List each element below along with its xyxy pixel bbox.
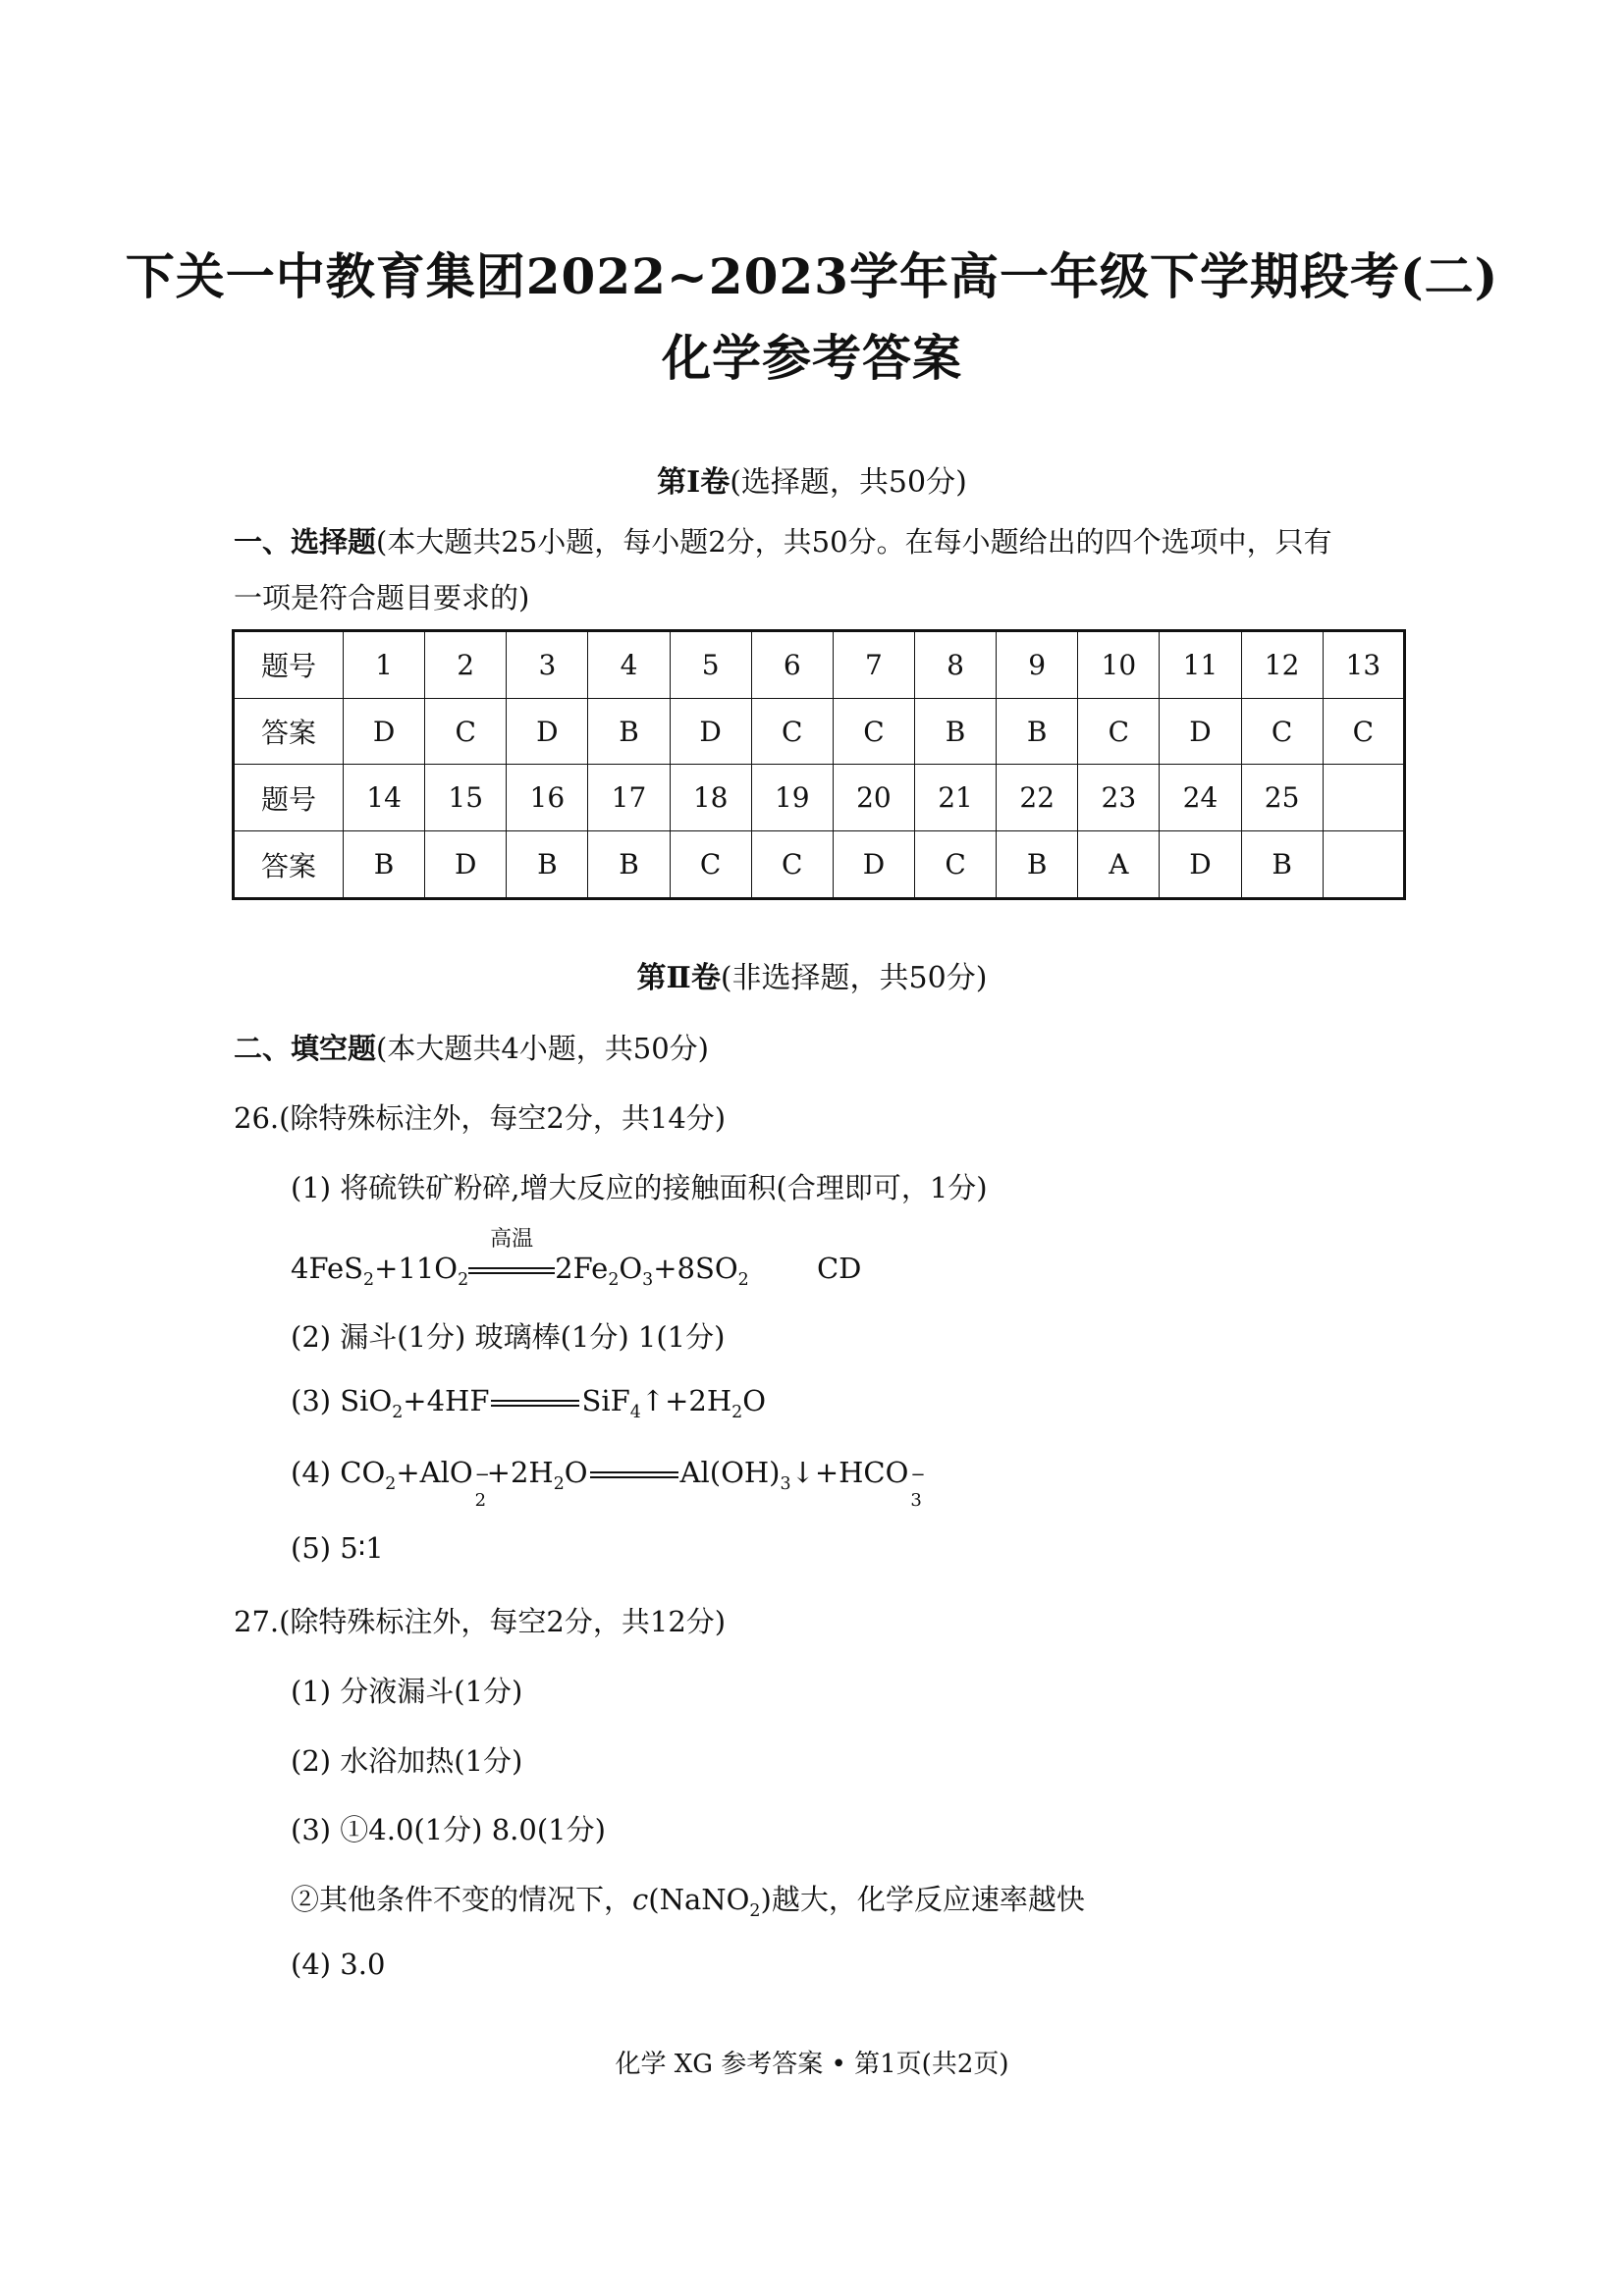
table-cell: 12: [1241, 631, 1323, 699]
table-cell: B: [344, 831, 425, 899]
part1-instructions-line1: [234, 520, 1332, 561]
table-cell: 20: [833, 765, 914, 831]
condition-arrow: [468, 1227, 555, 1285]
table-cell: 8: [914, 631, 996, 699]
part2-heading-rest: (非选择题，共50分): [720, 961, 988, 995]
condition-label: 高温: [490, 1227, 534, 1252]
q26-answer-1: (1) 将硫铁矿粉碎,增大反应的接触面积(合理即可，1分): [291, 1171, 988, 1204]
part1-heading: [0, 457, 1624, 501]
table-cell: C: [833, 698, 914, 765]
part2-heading-bold: 第Ⅱ卷: [636, 961, 721, 995]
table-cell: 19: [751, 765, 833, 831]
part1-instructions-line2: 一项是符合题目要求的): [234, 581, 530, 614]
row-label: 题号: [234, 631, 344, 699]
table-cell: 6: [751, 631, 833, 699]
table-cell: 16: [507, 765, 588, 831]
q26-heading: 26.(除特殊标注外，每空2分，共14分): [234, 1101, 727, 1135]
table-cell: C: [670, 831, 751, 899]
table-cell: B: [507, 831, 588, 899]
table-cell: 24: [1160, 765, 1241, 831]
q26-answer-4-prefix: (4): [291, 1456, 341, 1489]
table-cell: B: [997, 831, 1078, 899]
table-cell: [1323, 831, 1404, 899]
row-label: 答案: [234, 698, 344, 765]
table-cell: 21: [914, 765, 996, 831]
table-cell: 23: [1078, 765, 1160, 831]
q27-answer-3b-b: 越大，化学反应速率越快: [771, 1883, 1085, 1916]
table-cell: C: [1078, 698, 1160, 765]
q26-answer-4: (4) $CO_2+AlO$ − 2 $+2H_2O$ $Al(OH)_3↓+HCO$ − 3: [291, 1456, 926, 1511]
table-cell: 5: [670, 631, 751, 699]
page-title-line2: 化学参考答案: [662, 329, 962, 387]
table-cell: 3: [507, 631, 588, 699]
page-title-line1: 下关一中教育集团2022~2023学年高一年级下学期段考(二): [125, 247, 1499, 305]
table-cell: B: [997, 698, 1078, 765]
q26-answer-5: (5) 5∶1: [291, 1531, 384, 1565]
table-cell: D: [670, 698, 751, 765]
table-cell: B: [588, 831, 670, 899]
table-cell: 22: [997, 765, 1078, 831]
q26-answer-2: (2) 漏斗(1分) 玻璃棒(1分) 1(1分): [291, 1320, 726, 1354]
table-cell: 13: [1323, 631, 1404, 699]
part2-heading: [0, 953, 1624, 996]
table-cell: 2: [425, 631, 507, 699]
part2-instructions-lead: 二、填空题: [234, 1032, 377, 1065]
table-cell: 4: [588, 631, 670, 699]
table-cell: C: [1323, 698, 1404, 765]
eq1-left: 4FeS: [291, 1252, 364, 1285]
table-cell: C: [751, 831, 833, 899]
table-cell: A: [1078, 831, 1160, 899]
table-row-numbers-1: [234, 631, 1405, 699]
q26-answer-3: (3) SiO$_2$+4HF $SiF_4↑+2H_2O$: [291, 1384, 767, 1422]
table-cell: D: [425, 831, 507, 899]
row-label: 答案: [234, 831, 344, 899]
table-cell: C: [914, 831, 996, 899]
q27-answer-2: (2) 水浴加热(1分): [291, 1744, 523, 1778]
table-cell: C: [751, 698, 833, 765]
table-cell: B: [1241, 831, 1323, 899]
table-cell: 25: [1241, 765, 1323, 831]
table-cell: 1: [344, 631, 425, 699]
answer-table: [232, 629, 1406, 900]
q27-answer-3: (3) ①4.0(1分) 8.0(1分): [291, 1813, 606, 1846]
table-cell: C: [1241, 698, 1323, 765]
table-row-answers-1: [234, 698, 1405, 765]
table-cell: 18: [670, 765, 751, 831]
table-cell: B: [588, 698, 670, 765]
table-cell: 11: [1160, 631, 1241, 699]
row-label: 题号: [234, 765, 344, 831]
table-cell: D: [344, 698, 425, 765]
q27-answer-1: (1) 分液漏斗(1分): [291, 1675, 523, 1708]
q27-answer-4: (4) 3.0: [291, 1948, 386, 1981]
table-cell: [1323, 765, 1404, 831]
part2-instructions: [234, 1027, 709, 1067]
table-cell: D: [1160, 698, 1241, 765]
page-footer: 化学 XG 参考答案 • 第1页(共2页): [615, 2050, 1009, 2079]
part1-instructions-text: (本大题共25小题，每小题2分，共50分。在每小题给出的四个选项中，只有: [376, 525, 1332, 559]
table-cell: D: [1160, 831, 1241, 899]
table-cell: 7: [833, 631, 914, 699]
q27-answer-3b-a: ②其他条件不变的情况下，: [291, 1883, 633, 1916]
q27-answer-3b: ②其他条件不变的情况下，c(NaNO$_2$)越大，化学反应速率越快: [291, 1883, 1085, 1921]
table-row-numbers-2: [234, 765, 1405, 831]
part2-instructions-text: (本大题共4小题，共50分): [376, 1032, 709, 1065]
table-cell: 17: [588, 765, 670, 831]
table-cell: C: [425, 698, 507, 765]
part1-heading-rest: (选择题，共50分): [730, 465, 967, 500]
table-cell: D: [833, 831, 914, 899]
table-cell: 9: [997, 631, 1078, 699]
table-cell: 15: [425, 765, 507, 831]
q26-equation-1: $4FeS_2+11O_2$ 高温 $2Fe_2O_3+8SO_2$ CD: [291, 1252, 861, 1290]
table-row-answers-2: [234, 831, 1405, 899]
q27-heading: 27.(除特殊标注外，每空2分，共12分): [234, 1605, 727, 1638]
table-cell: B: [914, 698, 996, 765]
part1-instructions-lead: 一、选择题: [234, 525, 377, 559]
table-cell: 10: [1078, 631, 1160, 699]
part1-heading-bold: 第Ⅰ卷: [657, 465, 731, 500]
table-cell: D: [507, 698, 588, 765]
eq1-choice: CD: [816, 1252, 862, 1285]
q26-answer-3-prefix: (3): [291, 1384, 341, 1417]
table-cell: 14: [344, 765, 425, 831]
